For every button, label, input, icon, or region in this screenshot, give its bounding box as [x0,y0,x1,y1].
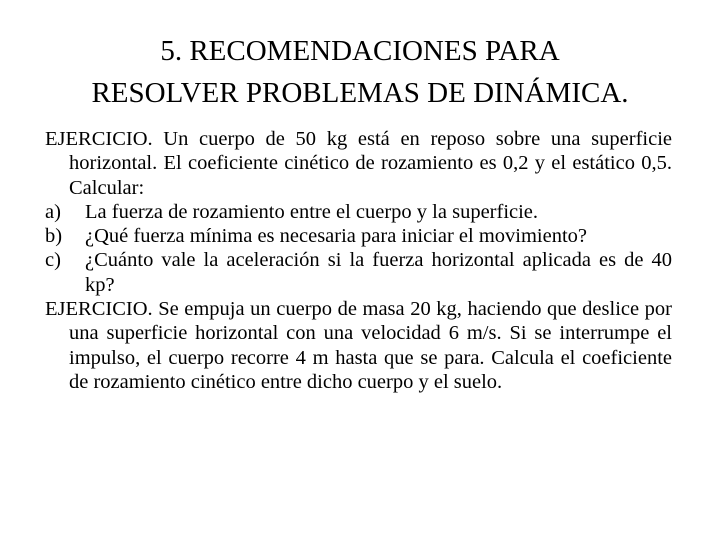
exercise-1-item-b [45,224,672,248]
exercise-2-statement [45,297,672,394]
exercise-1-item-a [45,200,672,224]
slide-body [45,127,672,394]
item-marker-b: b) [45,225,63,248]
exercise-1-label: EJERCICIO. [45,128,153,150]
item-marker-c: c) [45,249,61,272]
exercise-1-statement [45,127,672,200]
exercise-1-text: Un cuerpo de 50 kg está en reposo sobre una superficie horizontal. El coeficiente cinético de rozamiento es 0,2 y el estático 0,5. Calcular: [69,128,672,199]
exercise-2-text: Se empuja un cuerpo de masa 20 kg, haciendo que deslice por una superficie horizontal con una velocidad 6 m/s. Si se interrumpe el impulso, el cuerpo recorre 4 m hasta que se para. Calcula el coeficiente de rozamiento cinético entre dicho cuerpo y el suelo. [69,298,672,393]
slide-title [20,30,700,114]
slide-title-line-1: 5. RECOMENDACIONES PARA [160,35,560,67]
item-text-a: La fuerza de rozamiento entre el cuerpo y la superficie. [85,200,539,223]
slide-title-line-2: RESOLVER PROBLEMAS DE DINÁMICA. [91,77,629,109]
item-text-b: ¿Qué fuerza mínima es necesaria para iniciar el movimiento? [85,225,588,248]
exercise-1-item-c [45,248,672,297]
item-text-c: ¿Cuánto vale la aceleración si la fuerza horizontal aplicada es de 40 kp? [85,249,672,296]
exercise-2-label: EJERCICIO. [45,298,153,321]
item-marker-a: a) [45,200,61,223]
